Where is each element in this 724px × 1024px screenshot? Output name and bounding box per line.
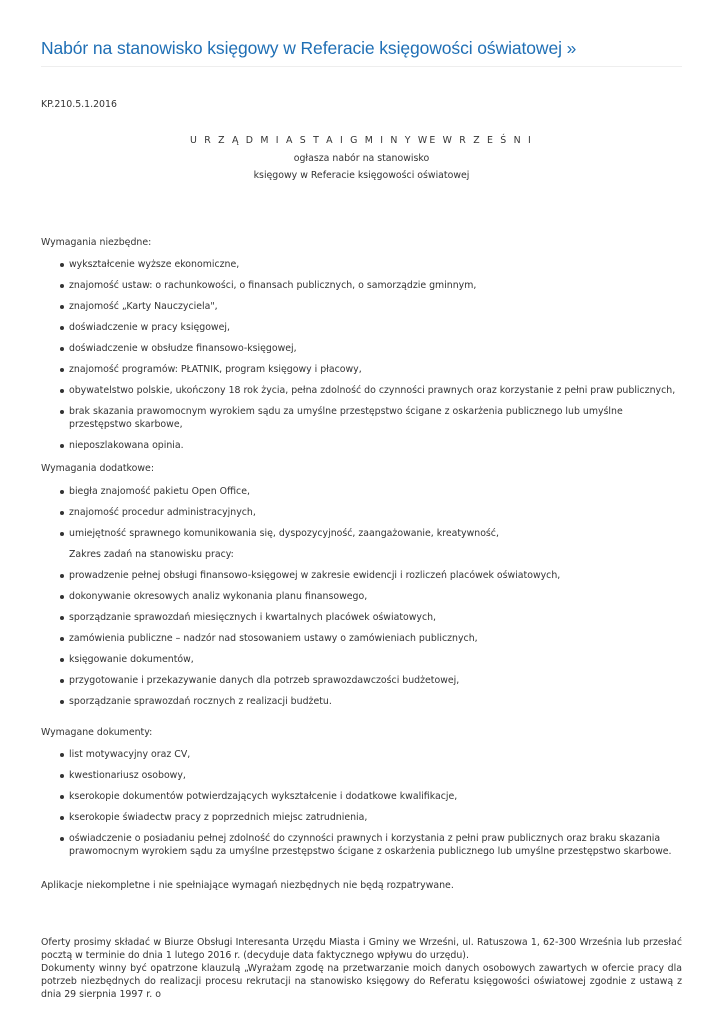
list-item: znajomość ustaw: o rachunkowości, o finansach publicznych, o samorządzie gminnym, [41, 279, 686, 292]
list-item: znajomość procedur administracyjnych, [41, 506, 686, 519]
list-item: brak skazania prawomocnym wyrokiem sądu za umyślne przestępstwo ścigane z oskarżenia publicznego lub umyślne przestępstwo skarbowe, [41, 405, 686, 431]
list-item: doświadczenie w pracy księgowej, [41, 321, 686, 334]
reference-number: KP.210.5.1.2016 [41, 99, 117, 110]
list-item: list motywacyjny oraz CV, [41, 748, 686, 761]
list-item: sporządzanie sprawozdań rocznych z realizacji budżetu. [41, 695, 686, 708]
offers-paragraph: Oferty prosimy składać w Biurze Obsługi Interesanta Urzędu Miasta i Gminy we Wrześni, ul. Ratuszowa 1, 62-300 Września lub przesłać pocztą w terminie do dnia 1 lutego 2016 r. (decyduje data faktycznego wpływu do urzędu). [41, 937, 682, 961]
required-heading: Wymagania niezbędne: [41, 237, 152, 248]
list-item: doświadczenie w obsłudze finansowo-księgowej, [41, 342, 686, 355]
list-item: kserokopie świadectw pracy z poprzednich miejsc zatrudnienia, [41, 811, 686, 824]
duties-label: Zakres zadań na stanowisku pracy: [69, 549, 234, 560]
list-item: zamówienia publiczne – nadzór nad stosowaniem ustawy o zamówieniach publicznych, [41, 632, 686, 645]
list-item: znajomość „Karty Nauczyciela", [41, 300, 686, 313]
page-title[interactable]: Nabór na stanowisko księgowy w Referacie księgowości oświatowej » [41, 38, 577, 58]
list-item: prowadzenie pełnej obsługi finansowo-księgowej w zakresie ewidencji i rozliczeń placówek oświatowych, [41, 569, 686, 582]
consent-clause: Dokumenty winny być opatrzone klauzulą „Wyrażam zgodę na przetwarzanie moich danych osobowych zawartych w ofercie pracy dla potrzeb niezbędnych do realizacji procesu rekrutacji na stanowisko księgowy do Referatu księgowości oświatowej zgodnie z ustawą z dnia 29 sierpnia 1997 r. o [41, 963, 682, 1000]
list-item: znajomość programów: PŁATNIK, program księgowy i płacowy, [41, 363, 686, 376]
list-item: umiejętność sprawnego komunikowania się, dyspozycyjność, zaangażowanie, kreatywność, [41, 527, 686, 540]
list-item: kserokopie dokumentów potwierdzających wykształcenie i dodatkowe kwalifikacje, [41, 790, 686, 803]
list-item: dokonywanie okresowych analiz wykonania planu finansowego, [41, 590, 686, 603]
list-item: sporządzanie sprawozdań miesięcznych i kwartalnych placówek oświatowych, [41, 611, 686, 624]
list-item: oświadczenie o posiadaniu pełnej zdolność do czynności prawnych i korzystania z pełni praw publicznych oraz braku skazania prawomocnym wyrokiem sądu za umyślne przestępstwo ścigane z oskarżenia publicznego lub umyślne przestępstwo skarbowe. [41, 832, 686, 858]
documents-list [41, 748, 686, 866]
list-item: wykształcenie wyższe ekonomiczne, [41, 258, 686, 271]
list-item: kwestionariusz osobowy, [41, 769, 686, 782]
additional-list [41, 485, 686, 716]
documents-heading: Wymagane dokumenty: [41, 727, 153, 738]
list-item: obywatelstwo polskie, ukończony 18 rok życia, pełna zdolność do czynności prawnych oraz korzystanie z pełni praw publicznych, [41, 384, 686, 397]
notice-text: Aplikacje niekompletne i nie spełniające wymagań niezbędnych nie będą rozpatrywane. [41, 880, 454, 891]
additional-heading: Wymagania dodatkowe: [41, 463, 154, 474]
office-name: U R Z Ą D M I A S T A I G M I N Y WE W R Z E Ś N I [190, 135, 533, 146]
required-list [41, 258, 686, 460]
position-line: księgowy w Referacie księgowości oświatowej [253, 170, 470, 181]
list-item: przygotowanie i przekazywanie danych dla potrzeb sprawozdawczości budżetowej, [41, 674, 686, 687]
list-item: księgowanie dokumentów, [41, 653, 686, 666]
list-item: nieposzlakowana opinia. [41, 439, 686, 452]
announcement-line: ogłasza nabór na stanowisko [293, 153, 430, 164]
list-item: biegła znajomość pakietu Open Office, [41, 485, 686, 498]
title-divider [41, 66, 682, 67]
